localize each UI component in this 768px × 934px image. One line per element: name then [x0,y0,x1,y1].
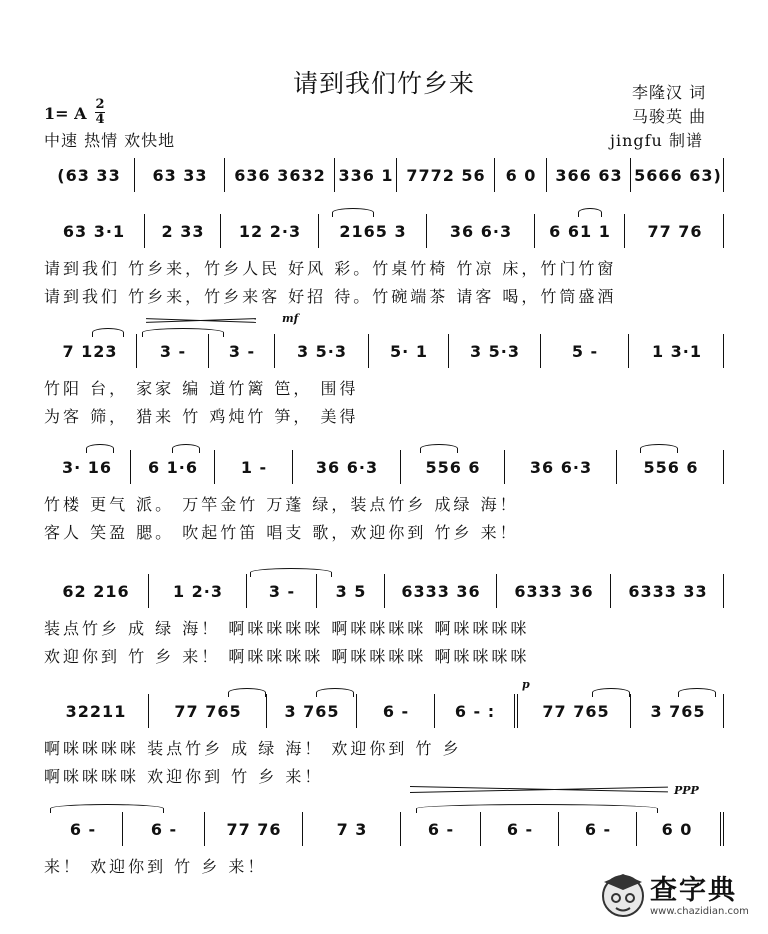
measure: 3· 16 [61,457,113,477]
measure: 63 3·1 [62,221,126,241]
measure: 12 2·3 [220,214,319,248]
measure: 1 3·1 [628,334,725,368]
measure: 3 5·3 [448,334,541,368]
measure: 3 765 [266,694,357,728]
key-signature: 1= A [44,104,87,123]
lyric-line-verse-1: 竹楼 更气 派。 万竿金竹 万蓬 绿，装点竹乡 成绿 海！ [44,495,519,514]
arranger-credit: jingfu 制谱 [610,131,703,150]
measure: 77 76 [624,214,725,248]
composer-credit: 马骏英 曲 [632,107,707,126]
staff-row [44,214,724,248]
measure: 366 63 [546,158,631,192]
measure: 6 - [122,812,205,846]
lyric-line-verse-2: 客人 笑盈 腮。 吹起竹笛 唱支 歌，欢迎你到 竹乡 来！ [44,523,519,542]
lyricist-credit: 李隆汉 词 [632,83,707,102]
time-signature-bottom: 4 [95,112,105,127]
measure: 5 - [540,334,629,368]
lyric-line-verse-2: 请到我们 竹乡来，竹乡来客 好招 待。竹碗端茶 请客 喝，竹筒盛酒 [44,287,617,306]
measure: 556 6 [616,450,725,484]
measure: 3 765 [630,694,725,728]
score-system-4 [44,450,724,560]
lyric-line-verse-1: 啊咪咪咪咪 装点竹乡 成 绿 海！ 欢迎你到 竹 乡 [44,739,462,758]
staff-row [44,334,724,368]
staff-row [44,450,724,484]
staff-row [44,812,724,846]
lyric-line-verse-1: 请到我们 竹乡来，竹乡人民 好风 彩。竹桌竹椅 竹凉 床，竹门竹窗 [44,259,617,278]
measure: 6 61 1 [534,214,625,248]
measure: 6 - : [434,694,515,728]
measure: 1 2·3 [148,574,247,608]
measure: 3 5·3 [274,334,369,368]
dynamic-mf: mf [282,312,299,325]
measure: 3 - [208,334,275,368]
measure: 63 33 [134,158,225,192]
measure: 556 6 [400,450,505,484]
lyric-line-verse-1: 来！ 欢迎你到 竹 乡 来！ [44,857,267,876]
measure: (63 33 [57,165,121,185]
measure: 36 6·3 [292,450,401,484]
lyric-line-verse-2: 欢迎你到 竹 乡 来！ 啊咪咪咪咪 啊咪咪咪咪 啊咪咪咪咪 [44,647,530,666]
measure: 32211 [65,701,127,721]
measure: 5· 1 [368,334,449,368]
measure: 6 - [69,819,97,839]
lyric-line-verse-2: 啊咪咪咪咪 欢迎你到 竹 乡 来！ [44,767,324,786]
time-signature [95,98,105,127]
measure: 6333 36 [496,574,611,608]
scholar-avatar-icon [598,868,648,920]
score-system-3 [44,312,724,444]
watermark-url: www.chazidian.com [650,906,749,917]
measure: 36 6·3 [426,214,535,248]
measure: 7 3 [302,812,401,846]
measure: 6 - [480,812,559,846]
measure: 7 123 [62,341,118,361]
watermark-logo [598,866,756,924]
score-system-5 [44,574,724,684]
measure: 3 5 [316,574,385,608]
measure: 3 - [246,574,317,608]
measure: 1 - [214,450,293,484]
measure: 77 76 [204,812,303,846]
measure: 6 - [356,694,435,728]
measure: 7772 56 [396,158,495,192]
lyric-line-verse-1: 装点竹乡 成 绿 海！ 啊咪咪咪咪 啊咪咪咪咪 啊咪咪咪咪 [44,619,530,638]
time-signature-top: 2 [95,97,105,112]
song-title: 请到我们竹乡来 [292,69,475,98]
measure: 36 6·3 [504,450,617,484]
measure: 6 1·6 [130,450,215,484]
measure: 6 - [400,812,481,846]
measure: 62 216 [62,581,130,601]
measure: 336 1 [334,158,397,192]
measure: 2165 3 [318,214,427,248]
measure: 6333 33 [610,574,725,608]
measure: 636 3632 [224,158,335,192]
staff-row [44,158,724,192]
lyric-line-verse-2: 为客 筛， 猎来 竹 鸡炖竹 笋， 美得 [44,407,359,426]
score-system-2 [44,214,724,324]
dynamic-ppp: PPP [674,784,699,797]
measure: 6 - [558,812,637,846]
measure: 6333 36 [384,574,497,608]
measure: 3 - [136,334,209,368]
measure: 5666 63) [630,158,725,192]
measure: 6 0 [494,158,547,192]
measure: 6 0 [636,812,717,846]
watermark-brand: 查字典 [650,875,737,906]
measure: 77 765 [148,694,267,728]
tempo-marking: 中速 热情 欢快地 [44,131,176,150]
measure: 2 33 [144,214,221,248]
lyric-line-verse-1: 竹阳 台， 家家 编 道竹篱 笆， 围得 [44,379,359,398]
measure: 77 765 [514,694,634,728]
staff-row [44,694,724,728]
staff-row [44,574,724,608]
dynamic-p: p [522,678,530,691]
